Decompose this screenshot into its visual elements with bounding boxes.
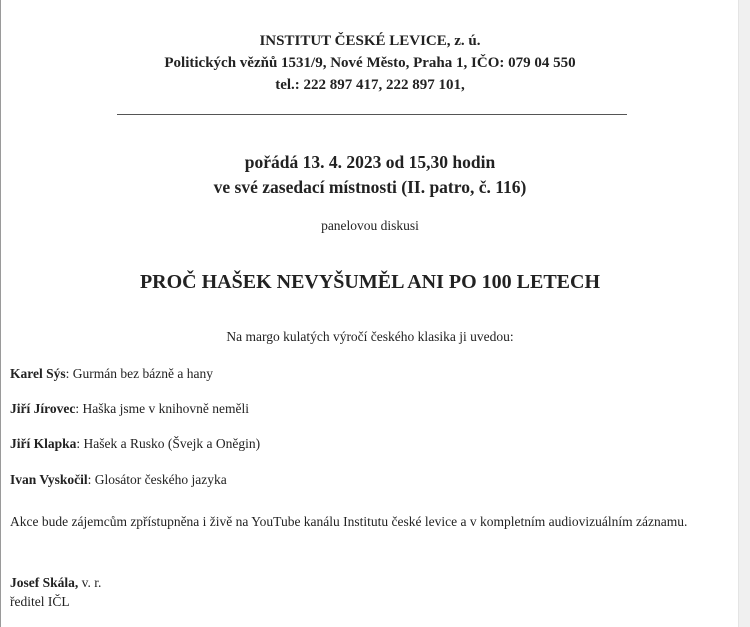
event-type: panelovou diskusi <box>321 218 419 233</box>
letterhead <box>1 30 739 96</box>
speaker-item <box>10 472 227 488</box>
speaker-talk: : Gurmán bez bázně a hany <box>65 366 213 381</box>
organization-address: Politických vězňů 1531/9, Nové Město, Praha 1, IČO: 079 04 550 <box>164 55 576 71</box>
header-divider <box>117 114 627 115</box>
speaker-talk: : Haška jsme v knihovně neměli <box>75 401 249 416</box>
broadcast-note: Akce bude zájemcům zpřístupněna i živě na YouTube kanálu Institutu české levice a v kompletním audiovizuálním záznamu. <box>10 514 688 529</box>
speaker-talk: : Hašek a Rusko (Švejk a Oněgin) <box>76 436 261 451</box>
signatory-role: ředitel IČL <box>10 594 70 609</box>
event-date-time: pořádá 13. 4. 2023 od 15,30 hodin <box>244 152 496 172</box>
speakers-intro: Na margo kulatých výročí českého klasika ji uvedou: <box>226 329 514 344</box>
signature-block <box>10 573 101 611</box>
event-location: ve své zasedací místnosti (II. patro, č. 116) <box>213 177 527 197</box>
speaker-talk: : Glosátor českého jazyka <box>87 472 227 487</box>
speaker-item <box>10 366 213 382</box>
speaker-name: Ivan Vyskočil <box>10 472 88 487</box>
speaker-name: Karel Sýs <box>10 366 66 381</box>
organization-name: INSTITUT ČESKÉ LEVICE, z. ú. <box>259 33 481 49</box>
speaker-item <box>10 436 260 452</box>
signatory-name: Josef Skála, <box>10 575 79 590</box>
event-title: PROČ HAŠEK NEVYŠUMĚL ANI PO 100 LETECH <box>139 271 601 293</box>
event-details <box>1 150 739 200</box>
speaker-name: Jiří Klapka <box>10 436 77 451</box>
organization-phone: tel.: 222 897 417, 222 897 101, <box>275 77 465 93</box>
speaker-item <box>10 401 249 417</box>
scrollbar-track[interactable] <box>738 0 750 627</box>
signatory-suffix: v. r. <box>78 575 102 590</box>
speaker-name: Jiří Jírovec <box>10 401 76 416</box>
